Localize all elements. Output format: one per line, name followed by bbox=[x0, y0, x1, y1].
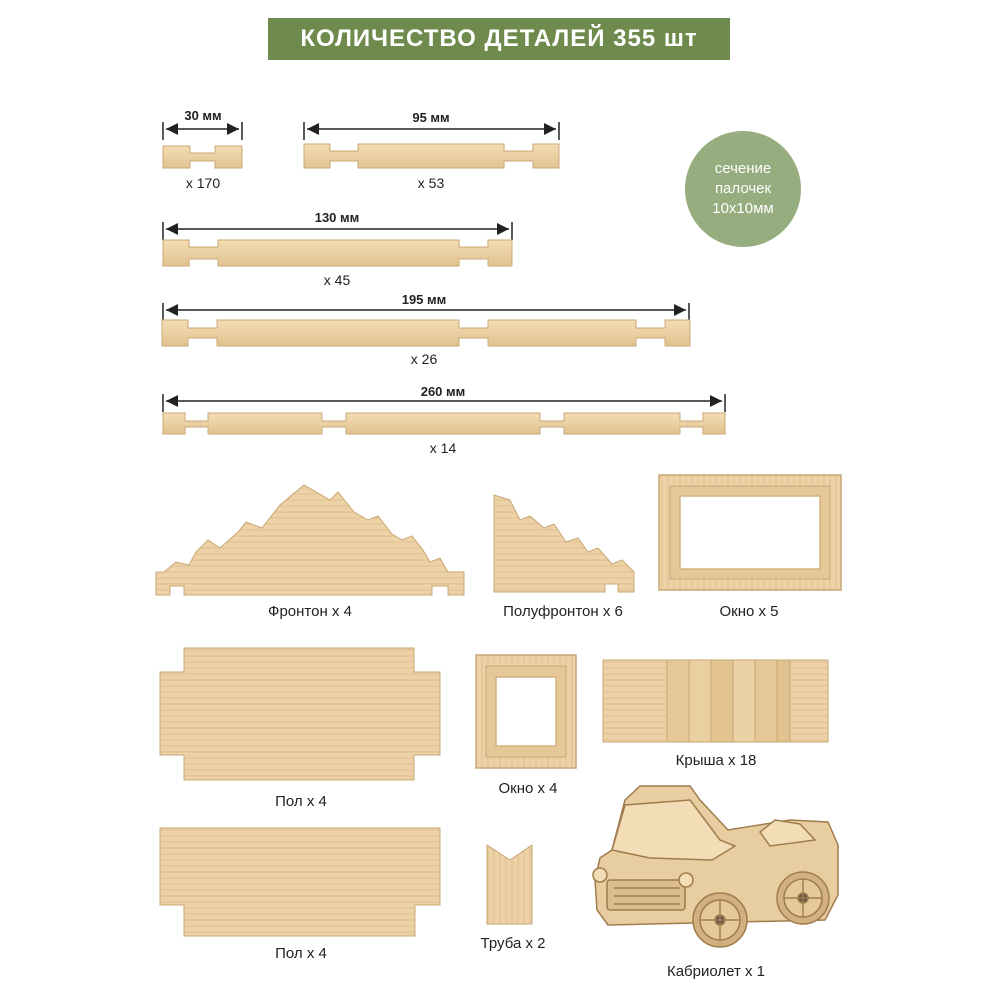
stick-260-length: 260 мм bbox=[420, 384, 466, 399]
window-small-part bbox=[476, 655, 576, 768]
window-large-label: Окно х 5 bbox=[719, 603, 779, 620]
pipe-label: Труба х 2 bbox=[480, 935, 546, 952]
fronton-label: Фронтон х 4 bbox=[268, 603, 352, 620]
window-small-label: Окно х 4 bbox=[498, 780, 558, 797]
stick-260mm bbox=[163, 394, 725, 434]
stick-195-length: 195 мм bbox=[401, 292, 447, 307]
stick-95-count: х 53 bbox=[417, 175, 445, 191]
section-note-line-1: сечение bbox=[714, 160, 772, 177]
section-note-line-3: 10х10мм bbox=[712, 200, 774, 217]
floor-2-part bbox=[160, 828, 440, 936]
stick-30-length: 30 мм bbox=[184, 108, 222, 123]
floor-1-part bbox=[160, 648, 440, 780]
stick-130-count: х 45 bbox=[323, 272, 351, 288]
stick-95mm bbox=[304, 122, 559, 168]
stick-130-length: 130 мм bbox=[314, 210, 360, 225]
window-large-part bbox=[659, 475, 841, 590]
pipe-part bbox=[487, 845, 532, 924]
stick-130mm bbox=[163, 222, 512, 266]
half-fronton-label: Полуфронтон х 6 bbox=[503, 603, 623, 620]
stick-30-count: х 170 bbox=[185, 175, 221, 191]
half-fronton-part bbox=[494, 495, 634, 592]
stick-195-count: х 26 bbox=[410, 351, 438, 367]
car-label: Кабриолет х 1 bbox=[666, 963, 766, 980]
floor-2-label: Пол х 4 bbox=[275, 945, 327, 962]
fronton-part bbox=[156, 485, 464, 595]
page-title: КОЛИЧЕСТВО ДЕТАЛЕЙ 355 шт bbox=[268, 18, 730, 60]
car-part bbox=[593, 786, 838, 947]
roof-part bbox=[603, 660, 828, 742]
stick-30mm bbox=[163, 122, 242, 168]
roof-label: Крыша х 18 bbox=[675, 752, 757, 769]
stick-195mm bbox=[162, 303, 690, 346]
stick-95-length: 95 мм bbox=[412, 110, 450, 125]
floor-1-label: Пол х 4 bbox=[275, 793, 327, 810]
section-note-line-2: палочек bbox=[714, 180, 772, 197]
stick-260-count: х 14 bbox=[429, 440, 457, 456]
